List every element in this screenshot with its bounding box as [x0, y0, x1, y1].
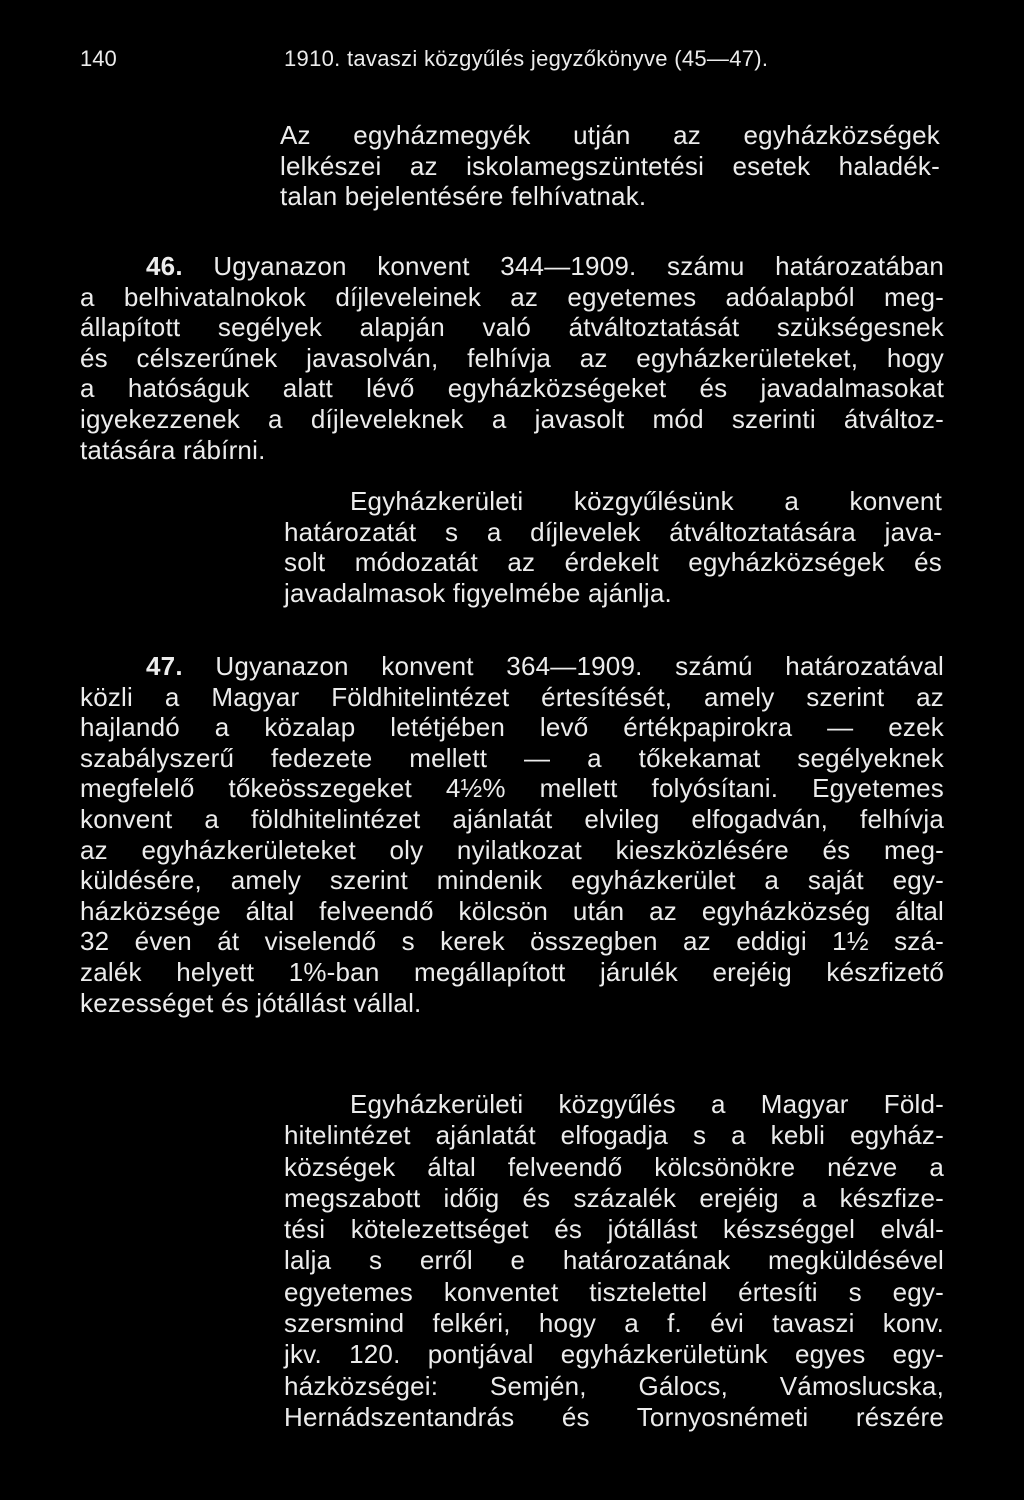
item-number: 47.	[146, 651, 183, 681]
running-header	[80, 42, 960, 76]
text-line: zalék helyett 1%-ban megállapított járulék erejéig készfizető	[80, 956, 944, 987]
text-line: hitelintézet ajánlatát elfogadja s a kebli egyház-	[284, 1120, 944, 1151]
item-first-line: Ugyanazon konvent 364—1909. számú határozatával	[215, 651, 944, 681]
text-line: szabályszerű fedezete mellett — a tőkekamat segélyeknek	[80, 742, 944, 773]
text-line	[284, 1089, 944, 1120]
text-line: talan bejelentésére felhívatnak.	[280, 181, 647, 212]
text-line-content: Egyházkerületi közgyűlés a Magyar Föld-	[350, 1089, 944, 1119]
text-line: Az egyházmegyék utján az egyházközségek	[280, 120, 940, 150]
resolution-46	[284, 486, 942, 608]
text-line: jkv. 120. pontjával egyházkerületünk egyes egy-	[284, 1339, 944, 1370]
text-line: igyekezzenek a díjleveleknek a javasolt mód szerinti átváltoz-	[80, 403, 944, 434]
running-title: 1910. tavaszi közgyűlés jegyzőkönyve (45—47).	[284, 46, 769, 71]
text-line: solt módozatát az érdekelt egyházközségek és	[284, 547, 942, 578]
text-line: az egyházkerületeket oly nyilatkozat kieszközlésére és meg-	[80, 834, 944, 865]
text-line: megfelelő tőkeösszegeket 4½% mellett folyósítani. Egyetemes	[80, 773, 944, 804]
page-number: 140	[80, 46, 117, 71]
text-line: a belhivatalnokok díjleveleinek az egyetemes adóalapból meg-	[80, 281, 944, 312]
text-line: a hatóságuk alatt lévő egyházközségeket és javadalmasokat	[80, 373, 944, 404]
text-line: lelkészei az iskolamegszüntetési esetek haladék-	[280, 150, 940, 181]
text-line: megszabott időig és százalék erejéig a készfize-	[284, 1182, 944, 1213]
item-47	[80, 651, 944, 1018]
text-line: közli a Magyar Földhitelintézet értesítését, amely szerint az	[80, 681, 944, 712]
item-number: 46.	[146, 251, 183, 281]
text-line	[80, 251, 944, 282]
text-line: egyetemes konventet tisztelettel értesíti s egy-	[284, 1276, 944, 1307]
text-line: hajlandó a közalap letétjében levő értékpapirokra — ezek	[80, 712, 944, 743]
resolution-47	[284, 1089, 944, 1433]
text-line	[80, 651, 944, 682]
text-line: 32 éven át viselendő s kerek összegben az eddigi 1½ szá-	[80, 926, 944, 957]
item-first-line: Ugyanazon konvent 344—1909. számu határozatában	[213, 251, 944, 281]
text-line: lalja s erről e határozatának megküldésével	[284, 1245, 944, 1276]
paragraph-diocese-notice	[280, 120, 940, 212]
text-line: házközsége által felveendő kölcsön után az egyházközség által	[80, 895, 944, 926]
text-line: javadalmasok figyelmébe ajánlja.	[284, 577, 672, 608]
text-line: tési kötelezettséget és jótállást készséggel elvál-	[284, 1214, 944, 1245]
text-line	[284, 486, 942, 517]
text-line: kezességet és jótállást vállal.	[80, 987, 422, 1018]
text-line: tatására rábírni.	[80, 434, 266, 465]
text-line: konvent a földhitelintézet ajánlatát elvileg elfogadván, felhívja	[80, 803, 944, 834]
text-line: állapított segélyek alapján való átváltoztatását szükségesnek	[80, 312, 944, 343]
text-line: Hernádszentandrás és Tornyosnémeti részére	[284, 1401, 944, 1432]
text-line: határozatát s a díjlevelek átváltoztatására java-	[284, 516, 942, 547]
text-line: szersmind felkéri, hogy a f. évi tavaszi konv.	[284, 1308, 944, 1339]
item-46	[80, 251, 944, 465]
text-line-content: Egyházkerületi közgyűlésünk a konvent	[350, 486, 942, 516]
text-line: küldésére, amely szerint mindenik egyházkerület a saját egy-	[80, 865, 944, 896]
text-line: és célszerűnek javasolván, felhívja az egyházkerületeket, hogy	[80, 342, 944, 373]
text-line: községek által felveendő kölcsönökre nézve a	[284, 1151, 944, 1182]
text-line: házközségei: Semjén, Gálocs, Vámoslucska,	[284, 1370, 944, 1401]
